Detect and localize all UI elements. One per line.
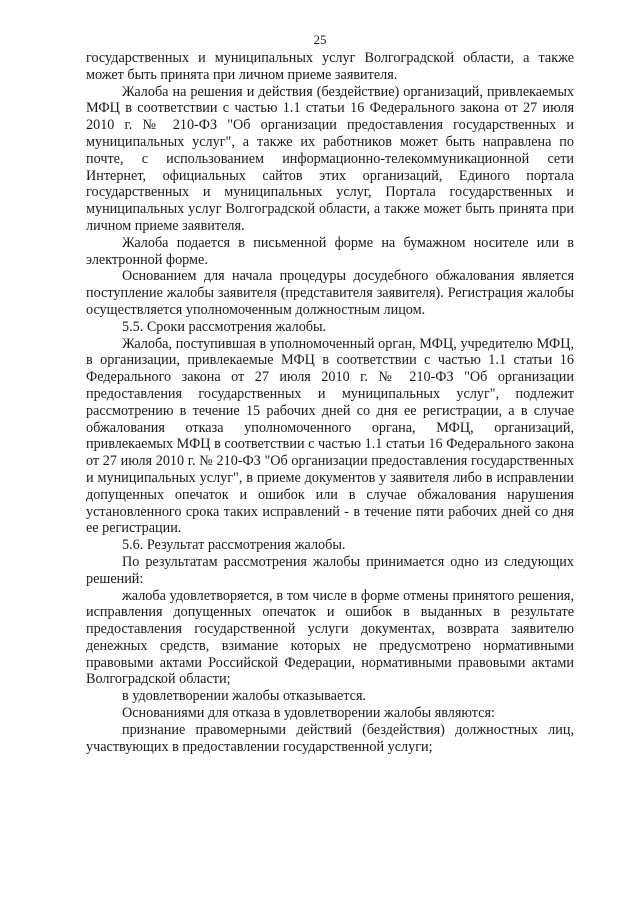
- paragraph-2: Жалоба на решения и действия (бездействие) организаций, привлекаемых МФЦ в соответствии с частью 1.1 статьи 16 Федерального закона от 27 июля 2010 г. № 210-ФЗ "Об организации предоставления государственных и муниципальных услуг", а также их работников может быть направлена по почте, с использованием информационно-телекоммуникационной сети Интернет, официальных сайтов этих организаций, Единого портала государственных и муниципальных услуг, Портала государственных и муниципальных услуг Волгоградской области, а также может быть принята при личном приеме заявителя.: [86, 83, 574, 234]
- section-heading-5-5: 5.5. Сроки рассмотрения жалобы.: [122, 318, 327, 335]
- paragraph-11: Основаниями для отказа в удовлетворении жалобы являются:: [122, 705, 495, 722]
- paragraph-1: государственных и муниципальных услуг Волгоградской области, а также может быть принята при личном приеме заявителя.: [86, 50, 574, 83]
- section-heading-5-6: 5.6. Результат рассмотрения жалобы.: [122, 537, 346, 554]
- document-body: [86, 50, 574, 755]
- paragraph-9: жалоба удовлетворяется, в том числе в форме отмены принятого решения, исправления допущенных опечаток и ошибок в выданных в результате предоставления государственной услуги документах, возврата заявителю денежных средств, взимание которых не предусмотрено нормативными правовыми актами Российской Федерации, нормативными правовыми актами Волгоградской области;: [86, 587, 574, 688]
- paragraph-6: Жалоба, поступившая в уполномоченный орган, МФЦ, учредителю МФЦ, в организации, привлекаемые МФЦ в соответствии с частью 1.1 статьи 16 Федерального закона от 27 июля 2010 г. № 210-ФЗ "Об организации предоставления государственных и муниципальных услуг", подлежит рассмотрению в течение 15 рабочих дней со дня ее регистрации, а в случае обжалования отказа уполномоченного органа, МФЦ, организаций, привлекаемых МФЦ в соответствии с частью 1.1 статьи 16 Федерального закона от 27 июля 2010 г. № 210-ФЗ "Об организации предоставления государственных и муниципальных услуг", в приеме документов у заявителя либо в исправлении допущенных опечаток и ошибок или в случае обжалования нарушения установленного срока таких исправлений - в течение пяти рабочих дней со дня ее регистрации.: [86, 335, 574, 537]
- paragraph-4: Основанием для начала процедуры досудебного обжалования является поступление жалобы заявителя (представителя заявителя). Регистрация жалобы осуществляется уполномоченным должностным лицом.: [86, 268, 574, 318]
- paragraph-3: Жалоба подается в письменной форме на бумажном носителе или в электронной форме.: [86, 234, 574, 268]
- paragraph-10: в удовлетворении жалобы отказывается.: [122, 688, 367, 705]
- paragraph-12: признание правомерными действий (бездействия) должностных лиц, участвующих в предоставлении государственной услуги;: [86, 721, 574, 755]
- page-number: 25: [313, 32, 327, 47]
- paragraph-8: По результатам рассмотрения жалобы принимается одно из следующих решений:: [86, 553, 574, 587]
